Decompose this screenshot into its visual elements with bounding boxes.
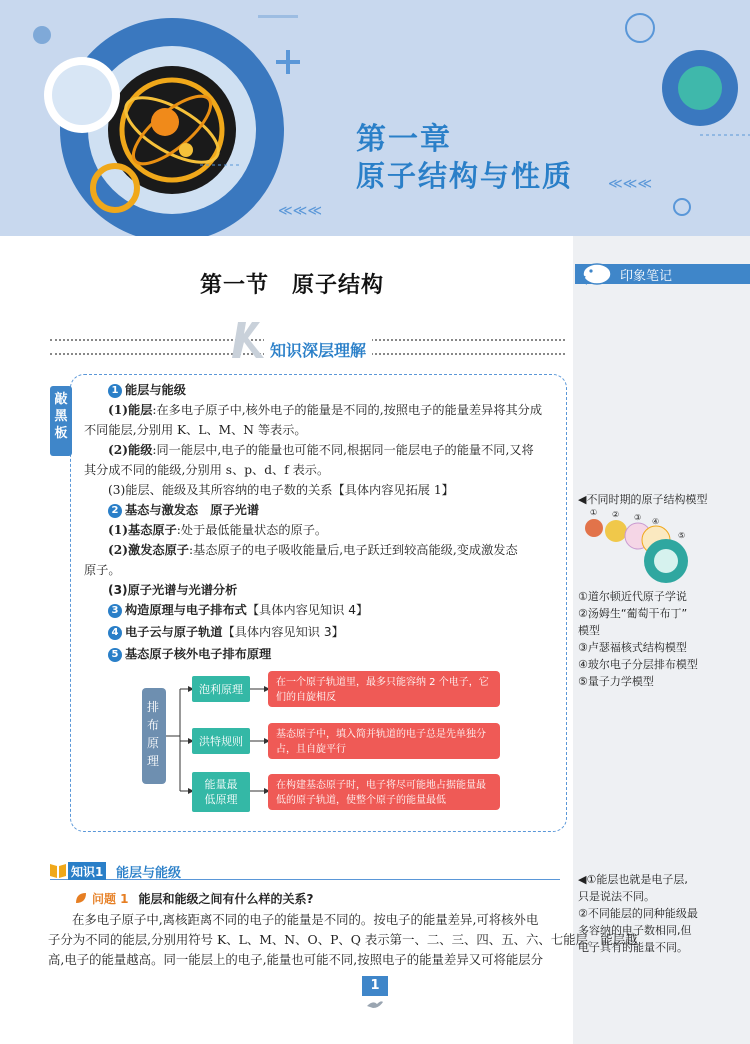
model-item: ⑤量子力学模型 bbox=[578, 675, 654, 688]
text-line: 不同能层,分别用 K、L、M、N 等表示。 bbox=[84, 423, 307, 437]
model-mark: ② bbox=[612, 510, 620, 519]
text-line: 原子。 bbox=[84, 563, 121, 577]
chapter-number: 第一章 bbox=[356, 122, 452, 157]
model-item: ③卢瑟福核式结构模型 bbox=[578, 641, 687, 654]
text-line: (2)能级:同一能层中,电子的能量也可能不同,根据同一能层电子的能量不同,又将 bbox=[108, 443, 534, 457]
knowledge-bar-label: 知识深层理解 bbox=[264, 338, 372, 361]
heading-energy-levels: 1 能层与能级 bbox=[108, 380, 186, 400]
diagram-node-pauli: 泡利原理 bbox=[192, 676, 250, 702]
number-badge: 5 bbox=[108, 648, 122, 662]
svg-text:≪≪≪: ≪≪≪ bbox=[278, 203, 322, 219]
text-line: (2)激发态原子:基态原子的电子吸收能量后,电子跃迁到较高能级,变成激发态 bbox=[108, 543, 518, 557]
model-item: ①道尔顿近代原子学说 bbox=[578, 590, 687, 603]
text-line: 其分成不同的能级,分别用 s、p、d、f 表示。 bbox=[84, 463, 330, 477]
number-badge: 2 bbox=[108, 504, 122, 518]
note-line: 多容纳的电子数相同,但 bbox=[578, 924, 692, 937]
svg-text:≪≪≪: ≪≪≪ bbox=[608, 176, 652, 192]
knowledge1-tag: 知识1 bbox=[68, 862, 106, 880]
book-icon bbox=[48, 860, 68, 880]
section-title: 第一节 原子结构 bbox=[200, 272, 385, 298]
number-badge: 4 bbox=[108, 626, 122, 640]
heading-spectrum: (3)原子光谱与光谱分析 bbox=[108, 583, 238, 597]
notes-title: 印象笔记 bbox=[620, 269, 673, 284]
model-item: ②汤姆生“葡萄干布丁” bbox=[578, 607, 688, 620]
question-1: 问题 1 能层和能级之间有什么样的关系? bbox=[92, 892, 314, 906]
diagram-node-aufbau: 能量最低原理 bbox=[192, 772, 250, 812]
diagram-node-hund: 洪特规则 bbox=[192, 728, 250, 754]
text-line: (3)能层、能级及其所容纳的电子数的关系【具体内容见拓展 1】 bbox=[108, 483, 454, 497]
number-badge: 3 bbox=[108, 604, 122, 618]
model-item: ④玻尔电子分层排布模型 bbox=[578, 658, 698, 671]
bird-icon bbox=[365, 998, 385, 1010]
chapter-title: 原子结构与性质 bbox=[356, 159, 574, 193]
tab-label: 敲黑板 bbox=[54, 392, 68, 441]
paragraph-line: 子分为不同的能层,分别用符号 K、L、M、N、O、P、Q 表示第一、二、三、四、五、六、七能层。能层越 bbox=[48, 932, 638, 947]
paragraph-line: 高,电子的能量越高。同一能层上的电子,能量也可能不同,按照电子的能量差异又可将能层分 bbox=[48, 952, 544, 967]
note-line: ②不同能层的同种能级最 bbox=[578, 907, 698, 920]
text-line: (1)基态原子:处于最低能量状态的原子。 bbox=[108, 523, 328, 537]
model-mark: ⑤ bbox=[678, 531, 686, 540]
diagram-desc-hund: 基态原子中，填入简并轨道的电子总是先单独分占，且自旋平行 bbox=[268, 723, 500, 759]
note-line: ◀①能层也就是电子层, bbox=[578, 873, 688, 886]
paragraph-line: 在多电子原子中,离核距离不同的电子的能量是不同的。按电子的能量差异,可将核外电 bbox=[72, 912, 539, 927]
leaf-icon bbox=[74, 891, 88, 905]
diagram-desc-pauli: 在一个原子轨道里，最多只能容纳 2 个电子，它们的自旋相反 bbox=[268, 671, 500, 707]
heading-orbitals: 4 电子云与原子轨道【具体内容见知识 3】 bbox=[108, 622, 344, 642]
note-line: 只是说法不同。 bbox=[578, 890, 655, 903]
diagram-desc-aufbau: 在构建基态原子时，电子将尽可能地占据能量最低的原子轨道，使整个原子的能量最低 bbox=[268, 774, 500, 810]
model-mark: ① bbox=[590, 508, 598, 517]
diagram-root: 排布原理 bbox=[142, 688, 166, 784]
text-line: (1)能层:在多电子原子中,核外电子的能量是不同的,按照电子的能量差异将其分成 bbox=[108, 403, 543, 417]
page-number: 1 bbox=[362, 976, 388, 996]
heading-principles: 5 基态原子核外电子排布原理 bbox=[108, 644, 271, 664]
heading-ground-state: 2 基态与激发态 原子光谱 bbox=[108, 500, 259, 520]
model-mark: ④ bbox=[652, 517, 660, 526]
model-caption: ◀不同时期的原子结构模型 bbox=[578, 493, 708, 506]
knowledge1-title: 能层与能级 bbox=[116, 866, 182, 881]
number-badge: 1 bbox=[108, 384, 122, 398]
note-line: 电子具有的能量不同。 bbox=[578, 941, 688, 954]
model-mark: ③ bbox=[634, 513, 642, 522]
heading-aufbau: 3 构造原理与电子排布式【具体内容见知识 4】 bbox=[108, 600, 368, 620]
model-item: 模型 bbox=[578, 624, 600, 637]
